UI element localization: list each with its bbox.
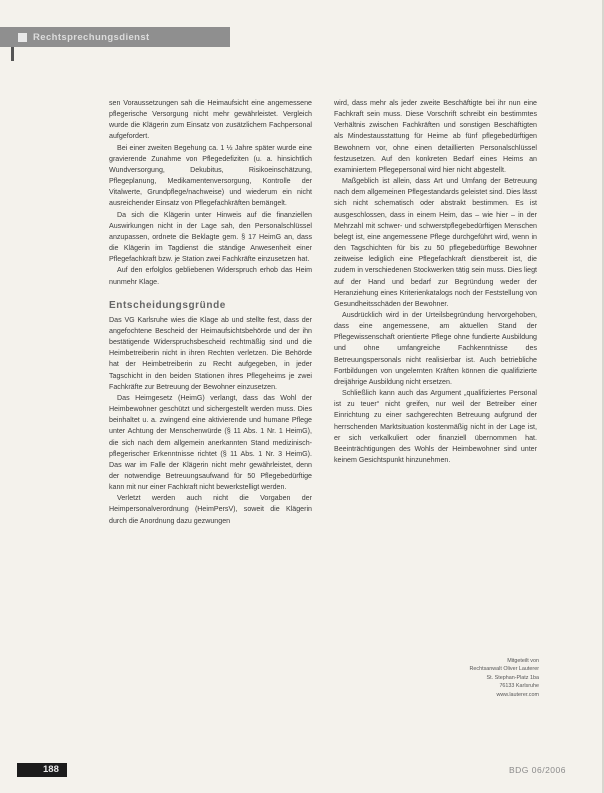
source-note-link[interactable]: www.lauterer.com — [496, 691, 539, 698]
right-paragraph: Schließlich kann auch das Argument „qualifiziertes Personal ist zu teuer“ nicht greifen, nur weil der Betreiber einer Einrichtung zu einer sachgerechten Betreuung aufgrund der herrschenden Marktsituation kostenmäßig nicht in der Lage ist, er sich verkalkuliert oder finanziell übernommen hat. Beeinträchtigungen des Wohls der Heimbewohner sind unter keinem Gesichtspunkt hinzunehmen. — [334, 389, 537, 464]
header-square-icon — [18, 33, 27, 42]
right-paragraph: Ausdrücklich wird in der Urteilsbegründung hervorgehoben, dass eine angemessene, am aktuellen Stand der Pflegewissenschaft orientierte Pflege ohne fundierte Ausbildung und ohne umfangreiche Fachkenntnisse des Betreuungspersonals nicht realisierbar ist. Auch betriebliche Fortbildungen von ungelernten Kräften können die qualifizierte dreijährige Ausbildung nicht ersetzen. — [334, 310, 537, 386]
left-paragraph: Verletzt werden auch nicht die Vorgaben der Heimpersonalverordnung (HeimPersV), soweit die Klägerin durch die Anordnung dazu gezwungen — [109, 494, 312, 525]
margin-rule — [11, 47, 14, 61]
left-paragraph: Das Heimgesetz (HeimG) verlangt, dass das Wohl der Heimbewohner geschützt und sichergestellt werden muss. Dies beinhaltet u. a. zwingend eine aktivierende und humane Pflege unter Achtung der Menschenwürde (§ 11 Abs. 1 Nr. 1 HeimG), die sich nach dem allgemein anerkannten Stand medizinisch-pflegerischer Erkenntnisse richtet (§ 11 Abs. 1 Nr. 3 HeimG). Das war im Falle der Klägerin nicht mehr gewährleistet, denn der notwendige Betreuungsaufwand für 50 Pflegebedürftige kann mit nur einer Fachkraft nicht bewerkstelligt werden. — [109, 393, 312, 492]
issue-label: BDG 06/2006 — [508, 765, 566, 775]
source-note-line: Rechtsanwalt Oliver Lauterer — [469, 666, 539, 673]
section-header-bar — [0, 27, 230, 47]
left-paragraph: Das VG Karlsruhe wies die Klage ab und stellte fest, dass der angefochtene Bescheid der Heimaufsichtsbehörde und der ihn bestätigende Widerspruchsbescheid rechtmäßig sind und die Heimbetreiberin nicht in ihren Rechten verletzen. Die Behörde hat der Heimbetreiberin zu Recht aufgegeben, in jeder Tagschicht in den beiden Stationen ihres Pflegeheims je zwei Fachkräfte zur Betreuung der Bewohner einzusetzen. — [109, 315, 312, 391]
source-note-line: Mitgeteilt von — [507, 658, 539, 664]
left-paragraph: Auf den erfolglos gebliebenen Widerspruch erhob das Heim nunmehr Klage. — [109, 266, 312, 286]
left-paragraph: Bei einer zweiten Begehung ca. 1 ½ Jahre später wurde eine gravierende Zunahme von Pflegedefiziten (u. a. hinsichtlich Wundversorgung, Dekubitus, Risikoeinschätzung, Pflegeplanung, Medikamentenversorgung, Kontrolle der Vitalwerte, Grundpflege/nachweise) und wiederum ein nicht ausreichender Einsatz von Pflegefachkräften bemängelt. — [109, 143, 312, 208]
left-paragraph: Da sich die Klägerin unter Hinweis auf die finanziellen Auswirkungen nicht in der Lage sah, den Personalschlüssel anzupassen, ordnete die Beklagte gem. § 17 HeimG an, dass die Klägerin im Tagdienst die ständige Anwesenheit einer Pflegefachkraft bzw. je Station zwei Fachkräfte einzusetzen hat. — [109, 210, 312, 264]
page-number: 188 — [43, 764, 59, 775]
left-column — [109, 98, 312, 527]
source-note-line: St. Stephan-Platz 1ba — [486, 674, 539, 681]
section-label: Rechtsprechungsdienst — [33, 31, 150, 43]
source-note — [459, 657, 539, 699]
source-note-line: 76133 Karlsruhe — [499, 683, 539, 690]
right-paragraph: Maßgeblich ist allein, dass Art und Umfang der Betreuung nach dem allgemeinen Pflegestandards geleistet sind. Dies lässt sich nicht schematisch oder abstrakt bestimmen. Es ist ausgeschlossen, dass in einem Heim, das – wie hier – in der Mehrzahl mit schwer- und schwerstpflegebedürftigen Menschen belegt ist, eine angemessene Pflege durchgeführt wird, wenn in den Tagschichten für bis zu 50 pflegebedürftige Bewohner zeitweise lediglich eine Pflegefachkraft dienstbereit ist, die zudem in verschiedenen Stockwerken tätig sein muss. Dies liegt auf der Hand und bedarf zur Begründung weder der Heranziehung eines Kriterienkatalogs noch der Feststellung von Gesundheitsschäden der Bewohner. — [334, 177, 537, 308]
left-paragraph: sen Voraussetzungen sah die Heimaufsicht eine angemessene pflegerische Versorgung nicht mehr gewährleistet. Vergleich wurde die Klägerin zum Einsatz von zusätzlichem Fachpersonal aufgefordert. — [109, 99, 312, 141]
page-number-block — [17, 763, 67, 777]
section-heading: Entscheidungsgründe — [109, 299, 226, 311]
right-column — [334, 98, 537, 466]
right-paragraph: wird, dass mehr als jeder zweite Beschäftigte bei ihr nun eine Fachkraft sein muss. Diese Vorschrift schreibt ein bestimmtes Verhältnis zwischen Fachkräften und sonstigen Beschäftigten als Mindestausstattung für Heime ab fünf pflegebedürftigen Bewohnern vor, ohne einen detaillierten Personalschlüssel festzusetzen. Auf den konkreten Bedarf eines Heims an examiniertem Pflegepersonal wird hier nicht abgestellt. — [334, 99, 537, 174]
